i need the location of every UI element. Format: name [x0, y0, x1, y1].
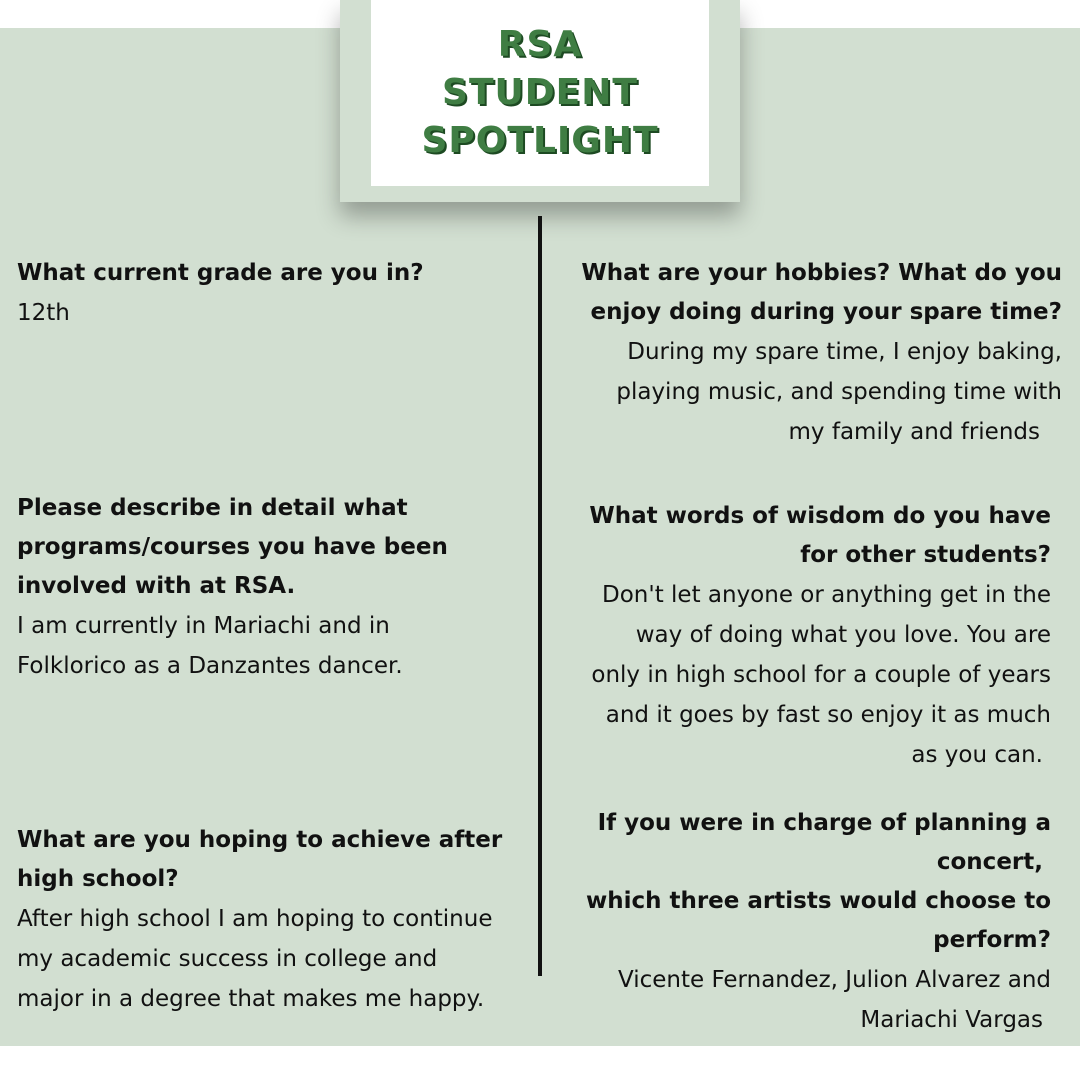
question [562, 254, 1062, 332]
answer-line: only in high school for a couple of years [591, 662, 1051, 688]
question-line: If you were in charge of planning a [597, 810, 1051, 836]
question [17, 821, 532, 899]
answer [17, 899, 532, 1019]
question-line: What current grade are you in? [17, 260, 424, 286]
question-line: involved with at RSA. [17, 573, 296, 599]
qa-wisdom [541, 497, 1051, 775]
question-line: enjoy doing during your spare time? [590, 299, 1062, 325]
answer-line: Vicente Fernandez, Julion Alvarez and [617, 967, 1051, 993]
title-box [371, 0, 709, 186]
answer-line: During my spare time, I enjoy baking, [627, 339, 1062, 365]
answer-line: major in a degree that makes me happy. [17, 986, 485, 1012]
answer-line: After high school I am hoping to continue [17, 906, 493, 932]
qa-goals [17, 821, 532, 1019]
question-line: high school? [17, 866, 179, 892]
answer-line: 12th [17, 300, 70, 326]
question-line: which three artists would choose to [585, 888, 1051, 914]
question-line: Please describe in detail what [17, 495, 408, 521]
question-line: What words of wisdom do you have [589, 503, 1051, 529]
answer-line: Don't let anyone or anything get in the [602, 582, 1051, 608]
question-line: What are you hoping to achieve after [17, 827, 503, 853]
answer [17, 606, 532, 686]
title-line-rsa: RSA [497, 24, 583, 65]
qa-hobbies [562, 254, 1062, 452]
answer [17, 293, 532, 333]
answer-line: as you can. [911, 742, 1043, 768]
title-card [340, 0, 740, 202]
qa-grade [17, 254, 532, 333]
question-line: programs/courses you have been [17, 534, 448, 560]
answer-line: Folklorico as a Danzantes dancer. [17, 653, 403, 679]
answer [562, 332, 1062, 452]
question-line: for other students? [800, 542, 1051, 568]
question [541, 804, 1051, 960]
question-line: perform? [933, 927, 1051, 953]
answer [541, 575, 1051, 775]
title-line-student: STUDENT [442, 72, 638, 113]
answer-line: Mariachi Vargas [860, 1007, 1043, 1033]
question [541, 497, 1051, 575]
answer [541, 960, 1051, 1040]
answer-line: my family and friends [788, 419, 1040, 445]
question-line: What are your hobbies? What do you [581, 260, 1062, 286]
answer-line: I am currently in Mariachi and in [17, 613, 390, 639]
answer-line: playing music, and spending time with [616, 379, 1062, 405]
qa-concert [541, 804, 1051, 1040]
question [17, 254, 532, 293]
answer-line: and it goes by fast so enjoy it as much [605, 702, 1051, 728]
answer-line: my academic success in college and [17, 946, 438, 972]
answer-line: way of doing what you love. You are [635, 622, 1051, 648]
question-line: concert, [936, 849, 1043, 875]
qa-programs [17, 489, 532, 686]
question [17, 489, 532, 606]
title-line-spotlight: SPOTLIGHT [421, 120, 659, 161]
